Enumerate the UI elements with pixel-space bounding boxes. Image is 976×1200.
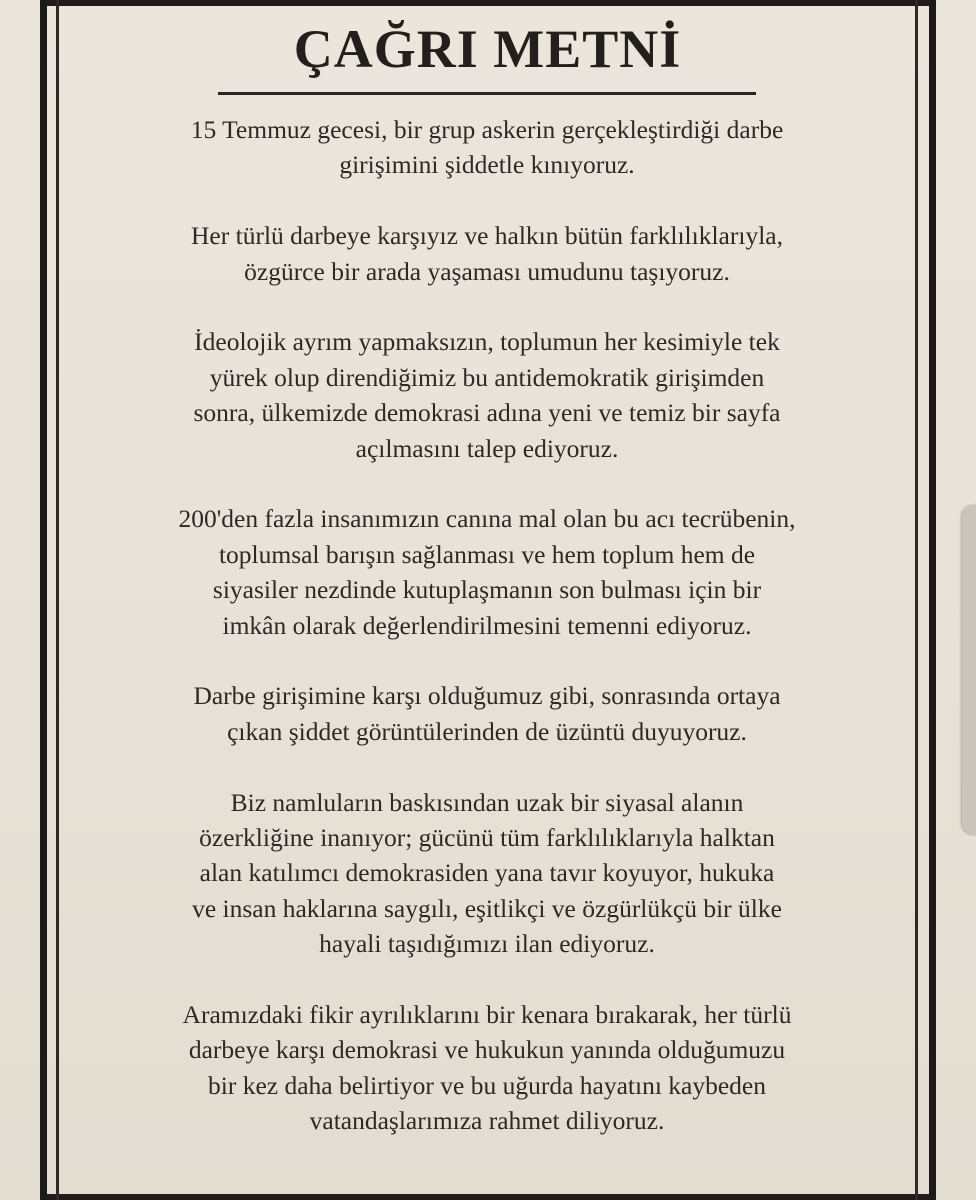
paragraph-line: özgürce bir arada yaşaması umudunu taşıyoruz. bbox=[244, 256, 730, 286]
title-underline bbox=[218, 92, 756, 95]
paragraph-line: çıkan şiddet görüntülerinden de üzüntü duyuyoruz. bbox=[227, 716, 747, 746]
paragraph-line: 200'den fazla insanımızın canına mal olan bu acı tecrübenin, bbox=[178, 504, 796, 534]
paragraph-line: yürek olup direndiğimiz bu antidemokratik girişimden bbox=[209, 362, 765, 392]
paragraph-line: Her türlü darbeye karşıyız ve halkın bütün farklılıklarıyla, bbox=[191, 221, 783, 251]
paragraph-line: İdeolojik ayrım yapmaksızın, toplumun her kesimiyle tek bbox=[194, 327, 780, 357]
paragraph-3 bbox=[66, 324, 908, 466]
paragraph-line: özerkliğine inanıyor; gücünü tüm farklılıklarıyla halktan bbox=[199, 823, 775, 853]
paragraph-line: hayali taşıdığımızı ilan ediyoruz. bbox=[319, 929, 655, 959]
frame-bottom-rule bbox=[40, 1194, 936, 1200]
paragraph-line: toplumsal barışın sağlanması ve hem toplum hem de bbox=[218, 539, 756, 569]
paragraph-line: sonra, ülkemizde demokrasi adına yeni ve temiz bir sayfa bbox=[193, 398, 781, 428]
paragraph-line: açılmasını talep ediyoruz. bbox=[355, 433, 619, 463]
paragraph-4 bbox=[66, 501, 908, 643]
paragraph-line: Darbe girişimine karşı olduğumuz gibi, sonrasında ortaya bbox=[193, 681, 781, 711]
frame-top-rule bbox=[40, 0, 936, 6]
paragraph-6 bbox=[66, 785, 908, 962]
paragraph-line: bir kez daha belirtiyor ve bu uğurda hayatını kaybeden bbox=[208, 1070, 766, 1100]
frame-inner-right-rule bbox=[915, 0, 918, 1200]
frame-outer-left-rule bbox=[40, 0, 47, 1200]
paragraph-2 bbox=[66, 218, 908, 289]
paragraph-line: siyasiler nezdinde kutuplaşmanın son bulması için bir bbox=[212, 575, 762, 605]
paragraph-line: girişimini şiddetle kınıyoruz. bbox=[339, 150, 635, 180]
paragraph-1 bbox=[66, 112, 908, 183]
paragraph-5 bbox=[66, 678, 908, 749]
paragraph-line: ve insan haklarına saygılı, eşitlikçi ve özgürlükçü bir ülke bbox=[192, 893, 782, 923]
paragraph-line: vatandaşlarımıza rahmet diliyoruz. bbox=[309, 1106, 665, 1136]
frame-outer-right-rule bbox=[929, 0, 936, 1200]
paragraph-line: 15 Temmuz gecesi, bir grup askerin gerçekleştirdiği darbe bbox=[190, 115, 784, 144]
frame-inner-left-rule bbox=[56, 0, 59, 1200]
paragraph-7 bbox=[66, 997, 908, 1139]
edge-panel-handle[interactable] bbox=[962, 505, 976, 835]
document-title: ÇAĞRI METNİ bbox=[293, 19, 682, 79]
paragraph-line: Biz namluların baskısından uzak bir siyasal alanın bbox=[230, 787, 744, 817]
paragraph-line: Aramızdaki fikir ayrılıklarını bir kenara bırakarak, her türlü bbox=[182, 1000, 792, 1030]
paragraph-line: alan katılımcı demokrasiden yana tavır koyuyor, hukuka bbox=[199, 858, 775, 888]
paragraph-line: darbeye karşı demokrasi ve hukukun yanında olduğumuzu bbox=[188, 1035, 786, 1065]
document-body bbox=[66, 112, 908, 1174]
paragraph-line: imkân olarak değerlendirilmesini temenni ediyoruz. bbox=[222, 610, 752, 640]
